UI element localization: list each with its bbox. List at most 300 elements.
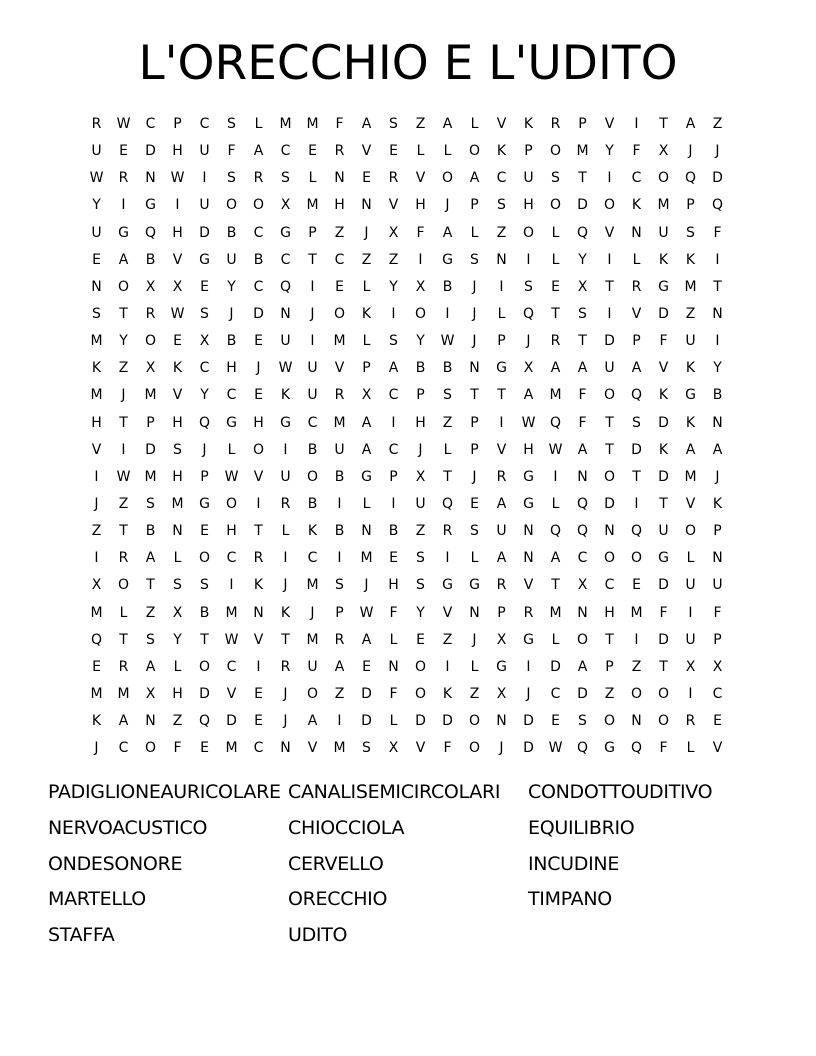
grid-letter: P (362, 360, 371, 377)
grid-row (83, 138, 731, 165)
grid-letter: E (416, 631, 425, 648)
grid-letter: A (361, 116, 372, 133)
grid-letter: B (307, 441, 318, 458)
grid-row (83, 600, 731, 627)
grid-letter: I (121, 441, 126, 458)
grid-letter: S (578, 713, 587, 730)
grid-letter: A (334, 658, 345, 675)
grid-letter: L (686, 740, 695, 757)
grid-letter: F (659, 333, 668, 350)
grid-letter: M (549, 604, 562, 621)
grid-letter: F (335, 116, 344, 133)
grid-letter: K (280, 387, 291, 404)
grid-letter: R (145, 306, 156, 323)
grid-letter: H (388, 577, 399, 594)
grid-letter: H (172, 414, 183, 431)
grid-letter: Q (711, 197, 724, 214)
grid-letter: J (364, 224, 369, 241)
grid-letter: B (145, 251, 156, 268)
grid-letter: A (496, 496, 507, 513)
grid-letter: D (658, 414, 669, 431)
grid-letter: L (470, 224, 479, 241)
grid-letter: Z (685, 306, 696, 323)
grid-row (83, 111, 731, 138)
grid-letter: A (577, 441, 588, 458)
grid-letter: C (388, 387, 399, 404)
grid-letter: E (119, 143, 128, 160)
grid-letter: O (225, 496, 238, 513)
grid-letter: L (173, 550, 182, 567)
grid-letter: S (173, 577, 182, 594)
grid-letter: H (415, 414, 426, 431)
grid-letter: S (92, 306, 101, 323)
grid-letter: G (658, 550, 669, 567)
grid-letter: R (523, 604, 534, 621)
grid-letter: I (553, 468, 558, 485)
grid-letter: U (658, 224, 669, 241)
grid-letter: J (202, 441, 207, 458)
grid-letter: I (445, 306, 450, 323)
grid-letter: D (145, 143, 156, 160)
grid-letter: Z (118, 360, 129, 377)
grid-letter: M (144, 468, 157, 485)
grid-letter: L (551, 631, 560, 648)
grid-row (83, 545, 731, 572)
grid-letter: H (172, 468, 183, 485)
grid-letter: N (361, 197, 372, 214)
grid-letter: T (119, 631, 128, 648)
grid-letter: W (170, 170, 185, 187)
grid-letter: I (607, 170, 612, 187)
grid-letter: E (389, 550, 398, 567)
grid-letter: F (713, 224, 722, 241)
grid-letter: A (253, 143, 264, 160)
grid-letter: M (90, 387, 103, 404)
grid-letter: K (307, 523, 318, 540)
grid-letter: O (576, 631, 589, 648)
grid-letter: V (226, 686, 237, 703)
grid-letter: K (658, 387, 669, 404)
grid-letter: J (472, 333, 477, 350)
grid-letter: V (172, 387, 183, 404)
grid-letter: O (252, 197, 265, 214)
grid-letter: L (551, 251, 560, 268)
grid-letter: I (121, 197, 126, 214)
grid-letter: N (712, 306, 723, 323)
grid-letter: E (713, 713, 722, 730)
grid-letter: M (306, 631, 319, 648)
word-list-item: STAFFA (48, 924, 115, 947)
grid-row (83, 518, 731, 545)
grid-letter: I (715, 333, 720, 350)
grid-letter: G (469, 577, 480, 594)
grid-letter: D (604, 496, 615, 513)
grid-letter: I (607, 251, 612, 268)
grid-letter: Q (441, 496, 454, 513)
grid-letter: A (361, 631, 372, 648)
grid-letter: T (551, 306, 560, 323)
grid-letter: F (227, 143, 236, 160)
grid-letter: B (712, 387, 723, 404)
grid-letter: X (415, 468, 426, 485)
grid-letter: G (226, 414, 237, 431)
grid-letter: E (632, 577, 641, 594)
grid-letter: W (359, 604, 374, 621)
grid-letter: J (499, 740, 504, 757)
grid-letter: A (442, 116, 453, 133)
grid-letter: Q (630, 523, 643, 540)
grid-letter: S (146, 496, 155, 513)
grid-letter: X (685, 658, 696, 675)
grid-letter: O (603, 468, 616, 485)
grid-letter: R (253, 170, 264, 187)
grid-letter: D (658, 468, 669, 485)
grid-letter: G (496, 360, 507, 377)
grid-letter: U (280, 468, 291, 485)
grid-letter: Z (334, 224, 345, 241)
grid-row (83, 708, 731, 735)
grid-letter: H (172, 143, 183, 160)
grid-letter: R (118, 550, 129, 567)
grid-letter: I (688, 604, 693, 621)
grid-letter: Z (145, 604, 156, 621)
grid-letter: Q (198, 414, 211, 431)
grid-letter: C (334, 251, 345, 268)
grid-letter: L (173, 658, 182, 675)
grid-letter: S (416, 550, 425, 567)
grid-letter: L (362, 278, 371, 295)
grid-letter: F (443, 740, 452, 757)
grid-letter: G (523, 496, 534, 513)
grid-row (83, 382, 731, 409)
grid-letter: N (712, 414, 723, 431)
grid-letter: H (523, 441, 534, 458)
grid-letter: E (200, 278, 209, 295)
grid-letter: U (91, 224, 102, 241)
grid-letter: P (173, 116, 182, 133)
grid-letter: E (389, 143, 398, 160)
grid-letter: X (712, 658, 723, 675)
grid-letter: X (523, 360, 534, 377)
grid-letter: P (146, 414, 155, 431)
grid-letter: R (334, 631, 345, 648)
grid-letter: T (578, 333, 587, 350)
grid-letter: S (470, 251, 479, 268)
grid-letter: G (280, 414, 291, 431)
grid-letter: I (445, 550, 450, 567)
grid-letter: A (118, 251, 129, 268)
grid-letter: E (362, 658, 371, 675)
grid-letter: D (658, 631, 669, 648)
grid-letter: D (577, 686, 588, 703)
grid-letter: O (522, 224, 535, 241)
grid-letter: Q (630, 740, 643, 757)
grid-letter: N (91, 278, 102, 295)
grid-letter: A (469, 170, 480, 187)
grid-letter: U (685, 631, 696, 648)
grid-letter: C (226, 550, 237, 567)
grid-letter: S (497, 197, 506, 214)
grid-letter: C (307, 550, 318, 567)
grid-letter: E (362, 170, 371, 187)
grid-letter: R (334, 143, 345, 160)
grid-letter: T (551, 577, 560, 594)
grid-letter: S (443, 387, 452, 404)
grid-letter: Y (578, 251, 587, 268)
grid-letter: G (442, 251, 453, 268)
grid-letter: V (388, 197, 399, 214)
grid-letter: V (307, 740, 318, 757)
grid-letter: I (715, 251, 720, 268)
grid-letter: Q (576, 740, 589, 757)
grid-row (83, 627, 731, 654)
word-list (48, 777, 768, 956)
grid-letter: X (172, 278, 183, 295)
grid-letter: I (499, 414, 504, 431)
grid-letter: P (470, 197, 479, 214)
grid-letter: H (415, 197, 426, 214)
grid-letter: M (225, 740, 238, 757)
grid-letter: W (116, 116, 131, 133)
grid-letter: W (116, 468, 131, 485)
grid-letter: L (254, 116, 263, 133)
grid-letter: L (416, 143, 425, 160)
grid-letter: A (631, 360, 642, 377)
grid-letter: J (121, 387, 126, 404)
grid-letter: I (445, 658, 450, 675)
grid-letter: Z (496, 224, 507, 241)
grid-letter: C (631, 170, 642, 187)
grid-letter: D (199, 224, 210, 241)
grid-letter: K (685, 360, 696, 377)
grid-letter: R (550, 333, 561, 350)
grid-letter: E (200, 523, 209, 540)
grid-letter: Q (144, 224, 157, 241)
grid-letter: U (199, 143, 210, 160)
grid-letter: Q (630, 387, 643, 404)
grid-letter: I (391, 414, 396, 431)
grid-letter: T (119, 523, 128, 540)
grid-letter: S (416, 577, 425, 594)
grid-letter: E (335, 278, 344, 295)
grid-letter: C (253, 278, 264, 295)
grid-letter: N (523, 523, 534, 540)
grid-letter: E (254, 713, 263, 730)
grid-letter: M (333, 740, 346, 757)
grid-letter: M (333, 333, 346, 350)
grid-letter: Z (415, 116, 426, 133)
grid-letter: J (283, 713, 288, 730)
grid-letter: P (497, 333, 506, 350)
grid-letter: Z (442, 631, 453, 648)
grid-letter: Z (334, 686, 345, 703)
grid-letter: R (631, 278, 642, 295)
grid-letter: J (472, 468, 477, 485)
grid-letter: O (684, 523, 697, 540)
grid-letter: O (603, 387, 616, 404)
grid-letter: I (283, 441, 288, 458)
grid-letter: P (416, 387, 425, 404)
word-list-item: EQUILIBRIO (528, 816, 635, 839)
grid-letter: U (226, 251, 237, 268)
grid-letter: J (283, 577, 288, 594)
grid-letter: O (198, 550, 211, 567)
grid-letter: T (470, 387, 479, 404)
grid-letter: C (199, 116, 210, 133)
grid-letter: E (173, 333, 182, 350)
grid-letter: F (578, 387, 587, 404)
grid-letter: N (523, 550, 534, 567)
grid-letter: Z (712, 116, 723, 133)
grid-letter: J (445, 197, 450, 214)
grid-letter: I (337, 496, 342, 513)
grid-letter: D (226, 713, 237, 730)
grid-letter: R (550, 116, 561, 133)
grid-letter: O (468, 740, 481, 757)
grid-letter: Z (388, 251, 399, 268)
grid-letter: U (307, 658, 318, 675)
grid-letter: S (551, 170, 560, 187)
grid-letter: Q (576, 523, 589, 540)
grid-letter: G (118, 224, 129, 241)
grid-letter: W (278, 360, 293, 377)
grid-letter: R (442, 523, 453, 540)
grid-letter: X (91, 577, 102, 594)
word-list-item: PADIGLIONEAURICOLARE (48, 781, 281, 803)
grid-letter: O (306, 686, 319, 703)
grid-letter: D (253, 306, 264, 323)
grid-letter: R (280, 496, 291, 513)
grid-row (83, 572, 731, 599)
grid-row (83, 654, 731, 681)
grid-letter: F (578, 414, 587, 431)
grid-letter: B (199, 604, 210, 621)
grid-letter: N (145, 713, 156, 730)
grid-letter: I (310, 333, 315, 350)
grid-letter: B (388, 523, 399, 540)
grid-letter: K (658, 441, 669, 458)
grid-letter: M (225, 604, 238, 621)
word-list-item: CONDOTTOUDITIVO (528, 781, 713, 803)
grid-letter: Z (172, 713, 183, 730)
word-list-item: UDITO (288, 924, 348, 947)
grid-letter: D (604, 333, 615, 350)
grid-letter: J (229, 306, 234, 323)
grid-letter: N (280, 740, 291, 757)
grid-letter: U (307, 387, 318, 404)
grid-letter: C (226, 658, 237, 675)
grid-letter: R (496, 468, 507, 485)
grid-letter: V (496, 116, 507, 133)
grid-row (83, 274, 731, 301)
grid-letter: V (415, 170, 426, 187)
word-list-item: CANALISEMICIRCOLARI (288, 781, 501, 803)
grid-letter: K (685, 414, 696, 431)
grid-letter: V (361, 143, 372, 160)
word-list-item: ONDESONORE (48, 852, 183, 875)
grid-letter: S (200, 306, 209, 323)
grid-letter: T (497, 387, 506, 404)
grid-letter: L (686, 550, 695, 567)
grid-letter: U (604, 360, 615, 377)
grid-letter: X (496, 631, 507, 648)
grid-letter: Q (684, 170, 697, 187)
grid-letter: F (659, 740, 668, 757)
grid-letter: Z (631, 658, 642, 675)
grid-letter: W (224, 631, 239, 648)
grid-row (83, 328, 731, 355)
grid-letter: X (415, 278, 426, 295)
grid-letter: U (91, 143, 102, 160)
grid-letter: B (307, 496, 318, 513)
grid-letter: M (306, 197, 319, 214)
grid-letter: Y (200, 387, 209, 404)
grid-letter: T (605, 278, 614, 295)
grid-letter: G (523, 468, 534, 485)
grid-letter: J (715, 468, 720, 485)
grid-letter: J (94, 496, 99, 513)
grid-letter: M (117, 686, 130, 703)
grid-letter: C (145, 116, 156, 133)
grid-letter: G (280, 224, 291, 241)
grid-letter: O (198, 658, 211, 675)
grid-letter: W (224, 468, 239, 485)
grid-letter: T (200, 631, 209, 648)
grid-letter: T (605, 631, 614, 648)
grid-letter: D (631, 441, 642, 458)
grid-letter: Y (713, 360, 722, 377)
grid-letter: V (604, 116, 615, 133)
grid-letter: E (308, 143, 317, 160)
grid-letter: N (280, 306, 291, 323)
grid-letter: I (688, 686, 693, 703)
grid-letter: G (685, 387, 696, 404)
grid-letter: C (550, 686, 561, 703)
grid-letter: W (548, 740, 563, 757)
grid-letter: V (631, 306, 642, 323)
grid-letter: V (496, 441, 507, 458)
grid-letter: Z (118, 496, 129, 513)
grid-letter: X (658, 143, 669, 160)
grid-letter: N (496, 251, 507, 268)
grid-letter: O (657, 170, 670, 187)
grid-letter: R (334, 387, 345, 404)
grid-letter: A (361, 441, 372, 458)
grid-letter: R (280, 658, 291, 675)
grid-letter: W (521, 414, 536, 431)
grid-letter: I (634, 496, 639, 513)
grid-letter: H (226, 523, 237, 540)
grid-letter: J (283, 686, 288, 703)
grid-letter: E (200, 740, 209, 757)
grid-letter: C (253, 740, 264, 757)
grid-letter: I (634, 116, 639, 133)
grid-letter: N (361, 523, 372, 540)
grid-letter: G (496, 658, 507, 675)
grid-letter: Z (361, 251, 372, 268)
grid-letter: U (712, 577, 723, 594)
grid-letter: J (310, 306, 315, 323)
grid-letter: M (279, 116, 292, 133)
grid-letter: K (361, 306, 372, 323)
grid-letter: T (605, 414, 614, 431)
grid-letter: S (200, 577, 209, 594)
grid-letter: G (523, 631, 534, 648)
grid-row (83, 681, 731, 708)
grid-letter: H (334, 197, 345, 214)
grid-letter: G (658, 278, 669, 295)
grid-letter: O (603, 713, 616, 730)
